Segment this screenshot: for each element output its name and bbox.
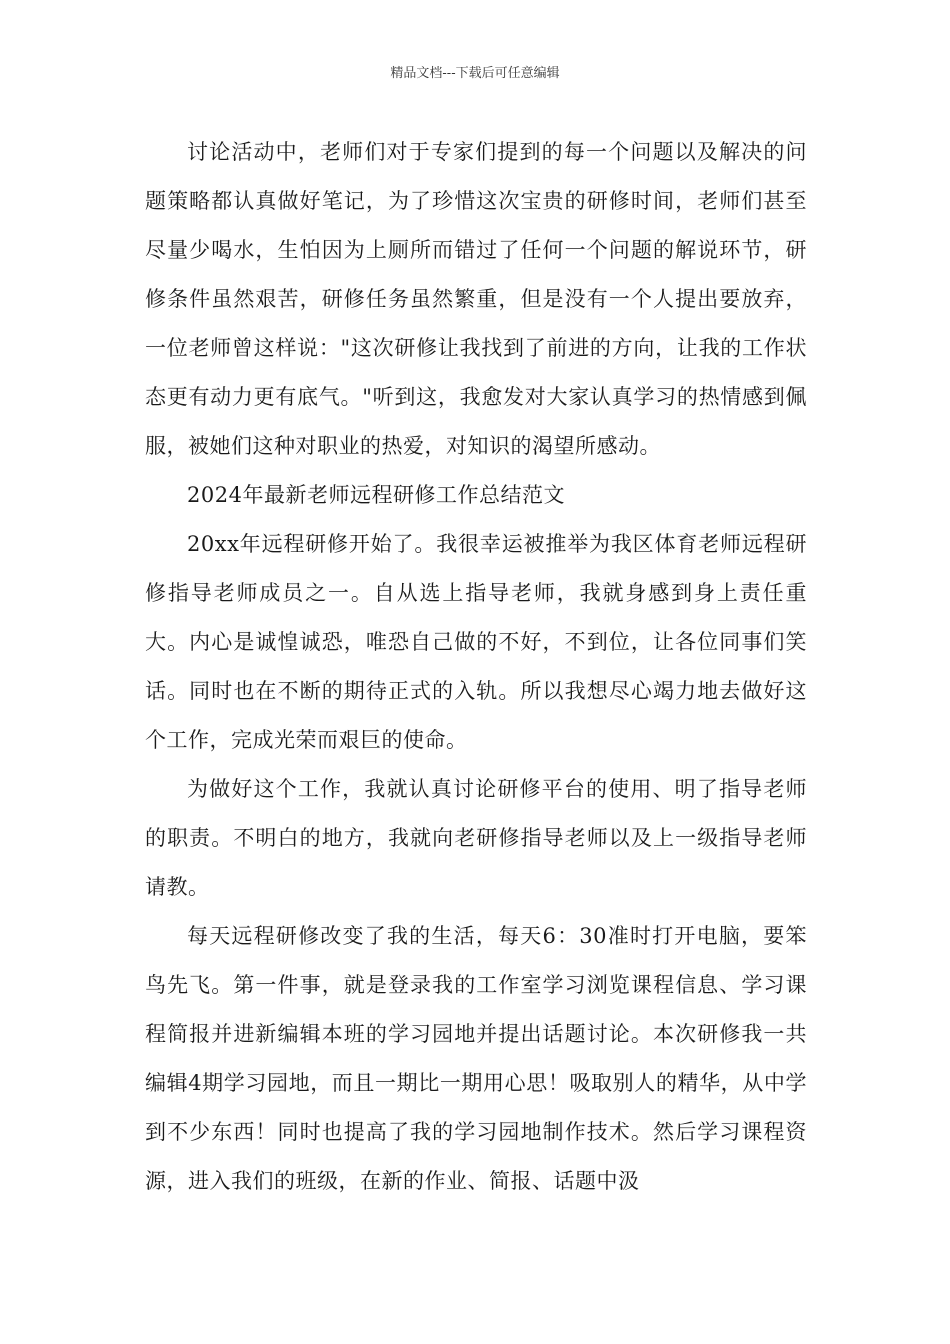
page-header: 精品文档---下载后可任意编辑 <box>390 66 560 81</box>
document-body <box>145 128 807 1206</box>
paragraph-daily-routine: 每天远程研修改变了我的生活，每天6：30准时打开电脑，要笨鸟先飞。第一件事，就是登录我的工作室学习浏览课程信息、学习课程简报并进新编辑本班的学习园地并提出话题讨论。本次研修我一共编辑4期学习园地，而且一期比一期用心思！吸取别人的精华，从中学到不少东西！同时也提高了我的学习园地制作技术。然后学习课程资源，进入我们的班级，在新的作业、简报、话题中汲 <box>145 924 807 1193</box>
section-title: 2024年最新老师远程研修工作总结范文 <box>187 483 565 507</box>
paragraph-intro: 20xx年远程研修开始了。我很幸运被推举为我区体育老师远程研修指导老师成员之一。自从选上指导老师，我就身感到身上责任重大。内心是诚惶诚恐，唯恐自己做的不好，不到位，让各位同事们笑话。同时也在不断的期待正式的入轨。所以我想尽心竭力地去做好这个工作，完成光荣而艰巨的使命。 <box>145 532 807 752</box>
paragraph-preparation: 为做好这个工作，我就认真讨论研修平台的使用、明了指导老师的职责。不明白的地方，我就向老研修指导老师以及上一级指导老师请教。 <box>145 777 807 899</box>
paragraph-discussion: 讨论活动中，老师们对于专家们提到的每一个问题以及解决的问题策略都认真做好笔记，为了珍惜这次宝贵的研修时间，老师们甚至尽量少喝水，生怕因为上厕所而错过了任何一个问题的解说环节，研修条件虽然艰苦，研修任务虽然繁重，但是没有一个人提出要放弃，一位老师曾这样说："这次研修让我找到了前进的方向，让我的工作状态更有动力更有底气。"听到这，我愈发对大家认真学习的热情感到佩服，被她们这种对职业的热爱，对知识的渴望所感动。 <box>145 140 807 458</box>
